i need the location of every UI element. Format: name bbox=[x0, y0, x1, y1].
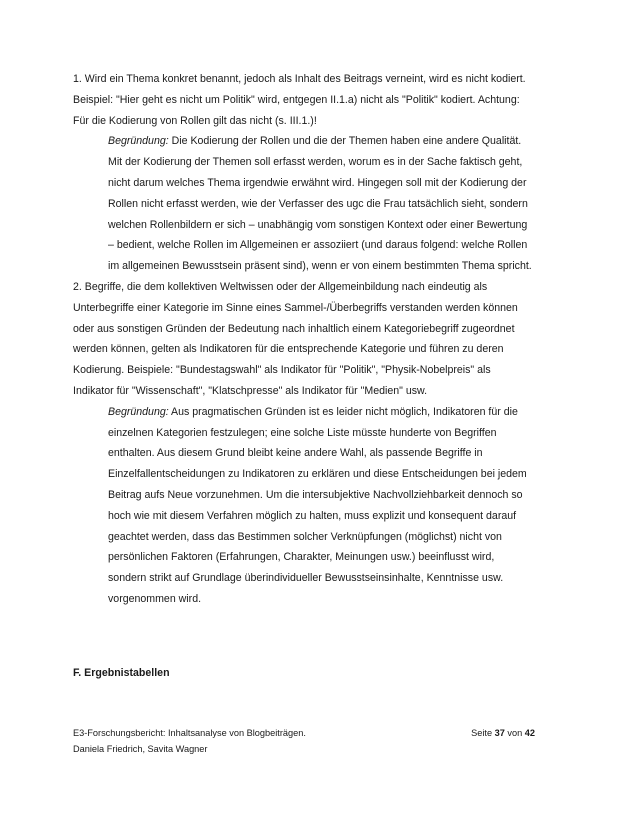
page-current: 37 bbox=[494, 728, 505, 738]
page-footer bbox=[73, 725, 535, 757]
page-prefix: Seite bbox=[471, 728, 495, 738]
reason-paragraph-2-first-line bbox=[73, 402, 573, 423]
text-line: geachtet werden, dass das Bestimmen solcher Verknüpfungen (möglichst) nicht von bbox=[108, 530, 502, 543]
text-line: hoch wie mit diesem Verfahren möglich zu halten, muss explizit und konsequent darauf bbox=[108, 509, 517, 522]
page-number bbox=[471, 725, 535, 741]
text-line: Kodierung. Beispiele: "Bundestagswahl" als Indikator für "Politik", "Physik-Nobelpreis" als bbox=[73, 364, 491, 377]
text-line: einzelnen Kategorien festzulegen; eine solche Liste müsste hunderte von Begriffen bbox=[108, 426, 497, 439]
reason-label: Begründung: bbox=[108, 405, 169, 418]
text-line: Rollen nicht erfasst werden, wie der Verfasser des ugc die Frau tatsächlich sieht, sondern bbox=[108, 197, 528, 210]
page-separator: von bbox=[504, 728, 525, 738]
footer-row bbox=[73, 725, 535, 741]
text-line: oder aus sonstigen Gründen der Bedeutung nach inhaltlich einem Kategoriebegriff zugeordnet bbox=[73, 322, 515, 335]
footer-title: E3-Forschungsbericht: Inhaltsanalyse von Blogbeiträgen. bbox=[73, 728, 306, 738]
reason-paragraph-1-first-line bbox=[73, 131, 573, 152]
reason-text: Die Kodierung der Rollen und die der Themen haben eine andere Qualität. bbox=[168, 135, 522, 148]
text-line: vorgenommen wird. bbox=[108, 592, 202, 605]
text-line: werden können, gelten als Indikatoren für die entsprechende Kategorie und führen zu deren bbox=[73, 343, 504, 356]
text-line: 1. Wird ein Thema konkret benannt, jedoch als Inhalt des Beitrags verneint, wird es nicht kodiert. bbox=[73, 73, 526, 85]
text-line: enthalten. Aus diesem Grund bleibt keine andere Wahl, als passende Begriffe in bbox=[108, 447, 483, 460]
section-heading: F. Ergebnistabellen bbox=[73, 667, 170, 679]
text-line: Beitrag aufs Neue vorzunehmen. Um die intersubjektive Nachvollziehbarkeit dennoch so bbox=[108, 488, 523, 501]
reason-label: Begründung: bbox=[108, 135, 169, 148]
text-line: – bedient, welche Rollen im Allgemeinen er assoziiert (und daraus folgend: welche Rollen bbox=[108, 239, 528, 252]
text-line: im allgemeinen Bewusstsein präsent sind), wenn er von einem bestimmten Thema spricht. bbox=[108, 260, 532, 273]
body-text bbox=[73, 69, 573, 610]
text-line: Indikator für "Wissenschaft", "Klatschpresse" als Indikator für "Medien" usw. bbox=[73, 384, 428, 397]
text-line: sondern strikt auf Grundlage überindividueller Bewusstseinsinhalte, Kenntnisse usw. bbox=[108, 572, 504, 585]
text-line: persönlichen Faktoren (Erfahrungen, Charakter, Meinungen usw.) beeinflusst wird, bbox=[108, 551, 495, 564]
text-line: Für die Kodierung von Rollen gilt das nicht (s. III.1.)! bbox=[73, 114, 317, 127]
text-line: Mit der Kodierung der Themen soll erfasst werden, worum es in der Sache faktisch geht, bbox=[108, 156, 523, 169]
text-line: Unterbegriffe einer Kategorie im Sinne eines Sammel-/Überbegriffs verstanden werden können bbox=[73, 301, 518, 314]
reason-text: Aus pragmatischen Gründen ist es leider nicht möglich, Indikatoren für die bbox=[168, 405, 518, 418]
footer-authors: Daniela Friedrich, Savita Wagner bbox=[73, 744, 208, 754]
text-line: Beispiel: "Hier geht es nicht um Politik" wird, entgegen II.1.a) nicht als "Politik" kodiert. Achtung: bbox=[73, 93, 520, 106]
text-line: nicht darum welches Thema irgendwie erwähnt wird. Hingegen soll mit der Kodierung der bbox=[108, 176, 527, 189]
text-line: 2. Begriffe, die dem kollektiven Weltwissen oder der Allgemeinbildung nach eindeutig als bbox=[73, 280, 488, 293]
text-line: Einzelfallentscheidungen zu Indikatoren zu erklären und diese Entscheidungen bei jedem bbox=[108, 468, 527, 481]
page-total: 42 bbox=[524, 728, 535, 738]
text-line: welchen Rollenbildern er sich – unabhängig vom sonstigen Kontext oder einer Bewertung bbox=[108, 218, 528, 231]
